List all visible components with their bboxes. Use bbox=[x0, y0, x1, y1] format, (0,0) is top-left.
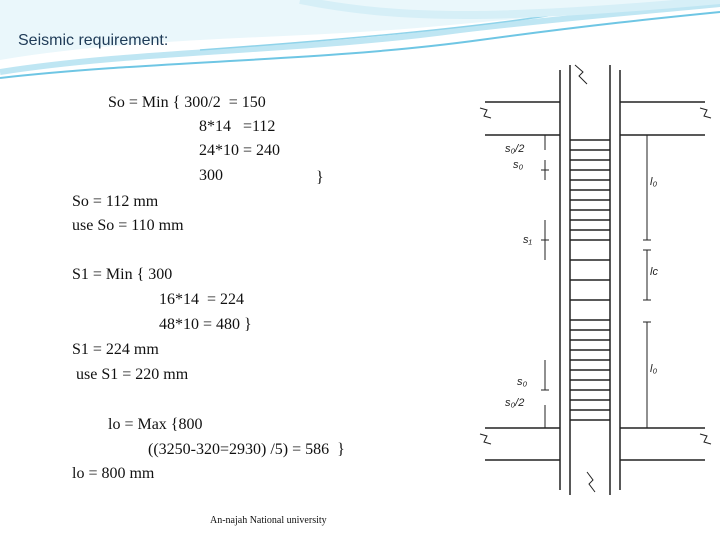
lo-max-line: lo = Max {800 bbox=[108, 416, 203, 433]
slide-title: Seismic requirement: bbox=[18, 32, 169, 49]
so-option-24x10: 24*10 = 240 bbox=[199, 142, 281, 159]
label-l0-top: l₀ bbox=[650, 176, 658, 188]
label-s1: s₁ bbox=[523, 234, 532, 246]
so-use: use So = 110 mm bbox=[72, 217, 184, 234]
so-closing-brace: } bbox=[316, 169, 324, 186]
label-s0-half-top: s₀/2 bbox=[505, 143, 525, 155]
label-s0-top: s₀ bbox=[513, 159, 524, 171]
s1-option-48x10: 48*10 = 480 } bbox=[159, 316, 252, 333]
s1-option-16x14: 16*14 = 224 bbox=[159, 291, 245, 308]
s1-use: use S1 = 220 mm bbox=[72, 366, 189, 383]
footer-university: An-najah National university bbox=[210, 515, 327, 526]
label-s0-bottom: s₀ bbox=[517, 376, 528, 388]
s1-result: S1 = 224 mm bbox=[72, 341, 159, 358]
so-result: So = 112 mm bbox=[72, 193, 159, 210]
so-option-300: 300 bbox=[199, 167, 223, 184]
column-reinforcement-diagram bbox=[475, 60, 715, 500]
label-l0-bottom: l₀ bbox=[650, 363, 658, 375]
lo-option-586: ((3250-320=2930) /5) = 586 } bbox=[148, 441, 345, 458]
lo-result: lo = 800 mm bbox=[72, 465, 155, 482]
so-option-8x14: 8*14 =112 bbox=[199, 118, 276, 135]
label-lc: lᴄ bbox=[650, 266, 658, 278]
so-min-line: So = Min { 300/2 = 150 bbox=[108, 94, 266, 111]
s1-min-line: S1 = Min { 300 bbox=[72, 266, 173, 283]
label-s0-half-bottom: s₀/2 bbox=[505, 397, 525, 409]
